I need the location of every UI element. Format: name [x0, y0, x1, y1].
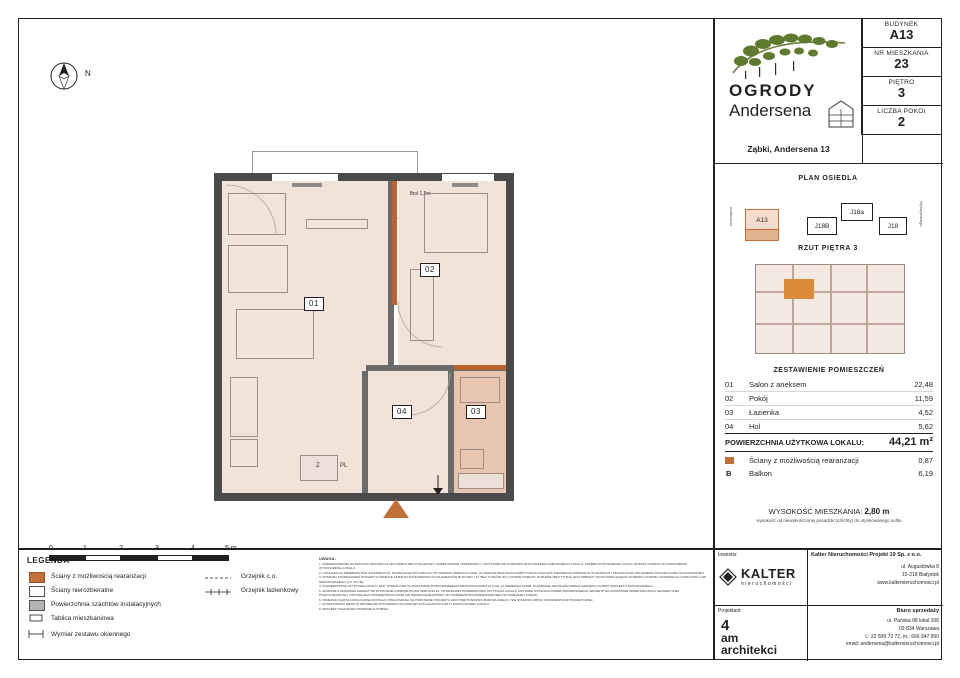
legend-label-window-dim: Wymiar zestawu okiennego [51, 631, 131, 638]
header-label-building: BUDYNEK [884, 21, 919, 28]
investor-addr-3: www.kalternieruchomosci.pl [877, 579, 939, 586]
furniture-wardrobe [410, 269, 434, 341]
balcony-marker: B [726, 469, 732, 478]
sales-title: Biuro sprzedaży [896, 608, 939, 614]
room-name-02: Pokój [749, 394, 768, 403]
note-2: 2. LOKALIZACJA PRZEDMIOTÓW SANITARNYCH, DOPIEŃ ELEKTRYCZNYCH ITP. PODANO ORIENTACYJNIE, W TRAKCIE REALIZACJI ROBÓT MOGĄ NASTĄPIĆ NIEWIELKIE RÓŻNICE W WYMIARACH I TECHNOLOGII UKŁADZENIU PROJEKTOWEJ WYKONAWCZEJ. [319, 570, 705, 575]
estate-building-a13-wing [745, 229, 779, 241]
project-logo [715, 19, 863, 135]
room-number-03: 03 [466, 405, 486, 419]
legend-swatch-shaft [29, 600, 45, 611]
sales-line-3: t.: 22 509 72 72, m.: 666 347 990 [865, 633, 939, 640]
balcony-area: 6,19 [918, 469, 933, 478]
legend-label-plaque: Tablica mieszkaniowa [51, 615, 114, 622]
furniture-bed-sofa [228, 193, 286, 235]
table-row [725, 378, 933, 392]
furniture-bathtub [460, 377, 500, 403]
legend-label-radiator: Grzejnik c.o. [241, 573, 278, 580]
room-num-03: 03 [725, 408, 734, 417]
room-number-04: 04 [392, 405, 412, 419]
investor-label: Inwestor [718, 552, 737, 558]
estate-plan [729, 195, 929, 251]
note-4: 4. POWIERZCHNIA UŻYTKOWA LOKALU JEST OKREŚLONA NA PODSTAWIE ROZPORZĄDZENIA MINISTRA ROZWOJU Z DN. 11 WRZEŚNIA 2020R. W SPRAWIE SZCZEGÓŁOWEGO ZAKRESU I FORMY PROJEKTU BUDOWLANEGO. [319, 584, 654, 589]
ceiling-height-sub: wysokość od niewykończonej posadzki (szlichty) do otynkowanego sufitu [756, 518, 902, 523]
room-area-02: 11,59 [914, 394, 933, 403]
room-num-02: 02 [725, 394, 734, 403]
compass-rose [49, 61, 103, 95]
note-3: 3. WYMIARY POMIESZCZEŃ PODANO W ŚWIETLE SKIEŃ WYKOŃCZENIOWYCH ELEMENTÓW BUDYNKU (TJ. BEZ TYNKÓW ITD.) OTWÓR OKIENNY W MURZE (BEZ TYNKU) JEST WIĘKSZY OD POJAWIAJĄCEGO WYMIARU OTWORU OKIENNEGO O WIELKOŚĆ LUB NIEPOKAZANEGO (2 X 15 CM). [319, 575, 706, 584]
floor-plan-mini-highlight [784, 279, 814, 299]
estate-plan-title: PLAN OSIEDLA [798, 175, 858, 182]
investor-addr-2: 15-218 Białystok [902, 571, 939, 578]
legend-panel [18, 549, 714, 660]
room-name-04: Hol [749, 422, 761, 431]
header-cell-building [861, 19, 941, 48]
wall-right [506, 173, 514, 501]
entry-door-arrow-icon [430, 475, 446, 495]
notes-title: UWAGA: [319, 556, 336, 561]
header-cell-apartment [861, 48, 941, 77]
table-row [725, 420, 933, 433]
room-num-01: 01 [725, 380, 734, 389]
kalter-logo-icon [719, 568, 737, 586]
header-value-floor: 3 [897, 85, 906, 100]
plaque-icon [29, 613, 43, 623]
header-value-building: A13 [889, 27, 914, 42]
ceiling-height-value: 2,80 m [864, 507, 890, 516]
room-schedule-title: ZESTAWIENIE POMIESZCZEŃ [773, 367, 885, 374]
rearrange-label: Ściany z możliwością rearanżacji [749, 456, 859, 465]
room-number-02: 02 [420, 263, 440, 277]
header-label-floor: PIĘTRO [888, 79, 915, 86]
estate-street-right: Wyszyńskiego [919, 201, 924, 227]
apartment-floorplan [214, 159, 544, 529]
sales-line-2: 02-834 Warszawa [898, 625, 939, 632]
door-swing-bath [406, 371, 454, 421]
estate-building-j18a[interactable]: J18a [841, 203, 873, 221]
header-value-apartment: 23 [894, 56, 909, 71]
balcony-label-row: Balkon [749, 469, 772, 478]
floor-plan-mini-title: RZUT PIĘTRA 3 [798, 245, 858, 252]
designer-name-3: architekci [721, 643, 778, 657]
legend-label-fixed: Ściany nierozbieralne [51, 587, 114, 594]
tree-logo-icon [725, 27, 853, 85]
kitchen-mark-z: Z [316, 463, 320, 469]
radiator-living-icon [292, 183, 322, 187]
wall-rearrangeable-1 [392, 181, 397, 305]
house-logo-icon [827, 97, 857, 129]
header-value-rooms: 2 [897, 114, 906, 129]
total-area-value: 44,21 m² [888, 436, 933, 448]
notes-block [319, 556, 709, 611]
furniture-stove [230, 439, 258, 467]
table-row [725, 454, 933, 467]
header-label-apartment: NR MIESZKANIA [874, 50, 929, 57]
note-6: 6. NINIEJSZA KARTA KATALOGOWA ZOSTAŁA OPRACOWANA NA PODSTAWIE PROJEKTU ARCHITEKTONICZNO-BUDOWLANEGO I NIE STANOWI CZĘŚCI DOKUMENTACJI PROJEKTOWEJ. [319, 597, 594, 602]
address-cell: Ząbki, Andersena 13 [715, 135, 863, 163]
door-note: fbol 1,5m [410, 191, 431, 197]
room-num-04: 04 [725, 422, 734, 431]
room-name-01: Salon z aneksem [749, 380, 807, 389]
room-area-01: 22,48 [914, 380, 933, 389]
floor-plan-panel [18, 18, 714, 552]
floor-plan-mini [755, 264, 905, 354]
table-row [725, 406, 933, 420]
rearrange-swatch [725, 457, 734, 464]
scale-tick-3: 3 [155, 545, 159, 552]
estate-building-a13[interactable]: A13 [745, 209, 779, 231]
legend-label-shaft: Powierzchnia szachtów instalacyjnych [51, 601, 161, 608]
divider-under-header [715, 163, 943, 164]
furniture-wc [460, 449, 484, 469]
scale-tick-5: 5 m [225, 545, 237, 552]
note-8: 8. PROJEKT OGRODOWY PRAWNIE AUTORSKI. [319, 606, 390, 611]
sales-line-1: ul. Pańska 98 lokal 106 [887, 618, 939, 624]
title-block [714, 549, 942, 660]
estate-street-left: Andersena [729, 207, 734, 227]
furniture-washbasin [458, 473, 504, 489]
note-7: 7. W PRZYPADKU ZMIAN W PROJEKCIE WYKONAWCZYM NASTĄPI AKTUALIZACJA KARTY KATALOGOWEJ LOKALU. [319, 602, 490, 607]
radiator-bedroom-icon [452, 183, 478, 187]
compass-north-label: N [85, 69, 91, 78]
header-label-rooms: LICZBA POKOI [877, 108, 926, 115]
investor-details [807, 552, 943, 605]
brand-line-2: Andersena [729, 101, 812, 120]
scale-tick-0: 0 [49, 545, 53, 552]
wall-hall-divider [362, 371, 368, 493]
dimension-icon [27, 628, 45, 640]
scale-tick-1: 1 [83, 545, 87, 552]
table-row [725, 392, 933, 406]
furniture-dining-table [236, 309, 314, 359]
brand-line-1: OGRODY [729, 81, 817, 100]
room-area-03: 4,52 [918, 408, 933, 417]
note-1: 1. PRZEDSTAWIONA NA RZUTACH ARANŻACJA MA CHARAKTER POGLĄDOWY, UMEBLOWANIE I PRZEDMIOTY UŻYTKOWE NIE STANOWIĄ WYPOSAŻENIA NABYWANEGO LOKALU; ZAKRES WYPOSAŻENIA LOKALU ZOSTAŁ OPISANY W STANDARDZIE WYKOŃCZENIA LOKALU. [319, 561, 688, 571]
total-area-row [725, 433, 933, 452]
designer-cell [715, 606, 807, 661]
info-panel [714, 18, 942, 549]
designer-name-1: 4 [721, 617, 730, 634]
entrance-arrow-icon [382, 499, 410, 519]
designer-label: Projektant [718, 608, 741, 614]
investor-logo-name: KALTER [741, 566, 796, 581]
legend-swatch-rearrange [29, 572, 45, 583]
kitchen-mark-pl: PL [340, 463, 348, 469]
room-area-04: 5,62 [918, 422, 933, 431]
header-cell-floor [861, 77, 941, 106]
investor-logo-sub: nieruchomości [741, 581, 793, 587]
compass-icon [49, 61, 79, 91]
note-5: 5. ZGODNIE Z ZASADAMI ZAWARTYMI W POLSKIEJ NORMIE PN-ISO 9836:2015-12. OSTATECZNA POWIERZCHNIA UŻYTKOWA LOKALU ZOSTANIE USTALONA PRZEZ UPRAWNIONEGO GEODETĘ NA PODSTAWIE INWENTARYZACJI GEODEZYJNEJ POWYKONAWCZEJ, OSTATECZNA POWIERZCHNIA MOŻE SIĘ NIEZNACZNIE RÓŻNIĆ OD POWIERZCHNI PRZEDSTAWIONEJ NA NINIEJSZEJ KARCIE. [319, 588, 680, 598]
legend-label-rearrange: Ściany z możliwością rearanżacji [51, 573, 147, 580]
sales-line-4: email: andersena@kalternieruchomosci.pl [845, 641, 939, 648]
furniture-kitchen-counter [230, 377, 258, 437]
scale-tick-2: 2 [119, 545, 123, 552]
bath-radiator-icon [205, 588, 233, 596]
estate-building-j18b[interactable]: J18B [807, 217, 837, 235]
legend-label-bath-radiator: Grzejnik łazienkowy [241, 587, 299, 594]
legend-title: LEGENDA [27, 556, 70, 565]
estate-building-j18[interactable]: J18 [879, 217, 907, 235]
scale-tick-4: 4 [191, 545, 195, 552]
wall-left [214, 173, 222, 501]
total-area-label: POWIERZCHNIA UŻYTKOWA LOKALU: [725, 438, 865, 447]
radiator-icon [205, 574, 233, 582]
ceiling-height-note [715, 507, 943, 523]
header-cell-rooms [861, 106, 941, 135]
investor-name: Kalter Nieruchomości Projekt 19 Sp. z o.o. [811, 552, 922, 558]
rearrange-area: 0,87 [918, 456, 933, 465]
furniture-tv [306, 219, 368, 229]
ceiling-height-label: WYSOKOŚĆ MIESZKANIA: [768, 507, 863, 516]
table-row [725, 467, 933, 480]
room-number-01: 01 [304, 297, 324, 311]
sales-office [807, 608, 943, 661]
room-schedule-table [725, 367, 933, 480]
room-name-03: Łazienka [749, 408, 780, 417]
legend-swatch-fixed [29, 586, 45, 597]
wall-bottom [214, 493, 514, 501]
designer-name-2: am [721, 631, 739, 645]
investor-cell [715, 550, 807, 605]
furniture-bed [424, 193, 488, 253]
wall-rearrangeable-2 [454, 365, 506, 370]
furniture-sofa [228, 245, 288, 293]
investor-addr-1: ul. Augustówka 8 [901, 564, 939, 570]
